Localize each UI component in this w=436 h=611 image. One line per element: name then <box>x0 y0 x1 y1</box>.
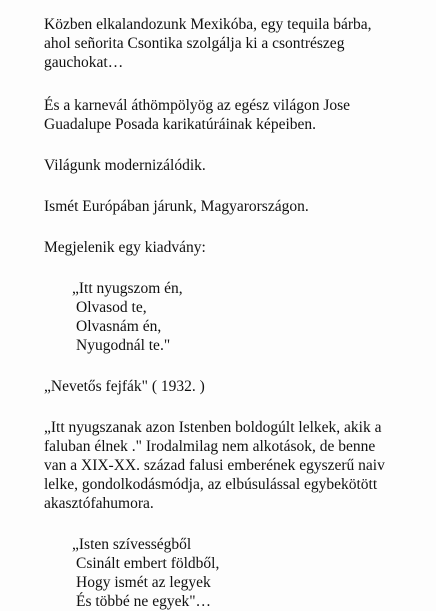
poem-line: Olvasod te, <box>76 299 147 316</box>
poem-line: Nyugodnál te." <box>76 337 171 354</box>
poem-line: És többé ne egyek"… <box>76 593 212 610</box>
text-line: Közben elkalandozunk Mexikóba, egy tequila bárba, <box>44 16 372 33</box>
text-line: És a karnevál áthömpölyög az egész világon Jose <box>44 97 351 114</box>
epitaph-poem-2 <box>44 535 411 611</box>
text-line: „Itt nyugszanak azon Istenben boldogúlt lelkek, akik a <box>44 419 382 436</box>
text-line: van a XIX-XX. század falusi emberének egyszerű naiv <box>44 457 385 474</box>
poem-line: „Itt nyugszom én, <box>72 280 183 297</box>
paragraph-description <box>44 418 411 513</box>
text-column <box>44 15 411 611</box>
poem-line: Hogy ismét az legyek <box>76 574 211 591</box>
paragraph-mexico <box>44 15 411 72</box>
poem-line: Csinált embert földből, <box>76 555 220 572</box>
paragraph-europe: Ismét Európában járunk, Magyarországon. <box>44 198 309 215</box>
poem-line: „Isten szívességből <box>72 536 192 553</box>
text-line: akasztófahumora. <box>44 495 154 512</box>
epitaph-poem-1 <box>44 279 411 355</box>
text-line: gauchokat… <box>44 54 124 71</box>
text-line: ahol señorita Csontika szolgálja ki a csontrészeg <box>44 35 345 52</box>
paragraph-publication: Megjelenik egy kiadvány: <box>44 239 206 256</box>
text-line: faluban élnek ." Irodalmilag nem alkotások, de benne <box>44 438 376 455</box>
paragraph-book-title: „Nevetős fejfák" ( 1932. ) <box>44 378 205 395</box>
text-line: lelke, gondolkodásmódja, az elbúsulással egybekötött <box>44 476 378 493</box>
paragraph-carnival <box>44 96 411 134</box>
poem-line: Olvasnám én, <box>76 318 162 335</box>
paragraph-modernization: Világunk modernizálódik. <box>44 157 206 174</box>
text-line: Guadalupe Posada karikatúráinak képeiben. <box>44 116 317 133</box>
